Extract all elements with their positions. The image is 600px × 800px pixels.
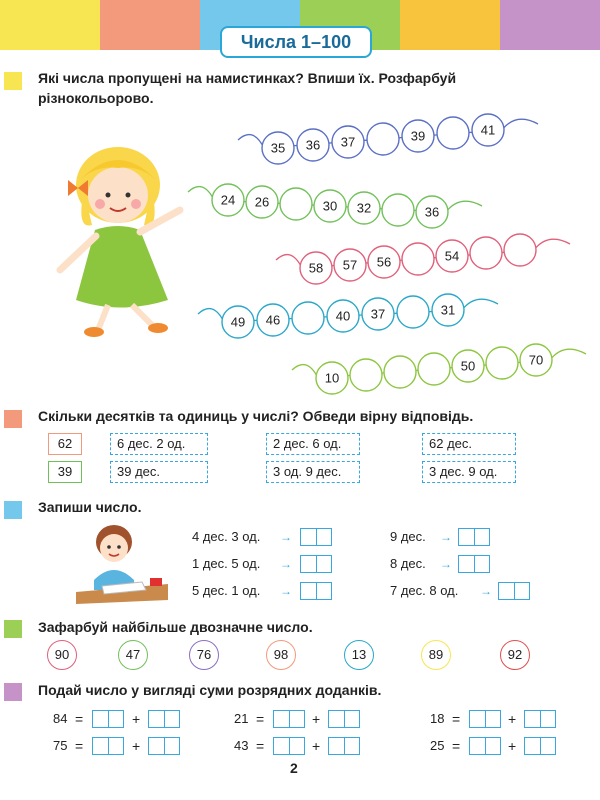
bead-number: 41 xyxy=(480,122,496,138)
plus-sign: + xyxy=(312,711,321,727)
answer-cells[interactable] xyxy=(458,555,490,573)
bead-number: 39 xyxy=(410,128,426,144)
answer-option[interactable]: 3 од. 9 дес. xyxy=(266,461,360,483)
expression: 1 дес. 5 од. xyxy=(192,556,261,571)
bead-number: 37 xyxy=(340,134,356,150)
number-circle[interactable]: 76 xyxy=(189,640,219,670)
bead[interactable] xyxy=(486,347,518,379)
answer-cells[interactable] xyxy=(92,710,124,728)
bead[interactable] xyxy=(367,123,399,155)
bead-number: 36 xyxy=(424,204,440,220)
number-circle[interactable]: 92 xyxy=(500,640,530,670)
page-number: 2 xyxy=(290,760,298,776)
arrow-icon: → xyxy=(280,557,292,571)
sum-number: 43 xyxy=(234,738,249,753)
equals-sign: = xyxy=(452,738,461,754)
bead-number: 30 xyxy=(322,198,338,214)
number-circle[interactable]: 89 xyxy=(421,640,451,670)
plus-sign: + xyxy=(312,738,321,754)
bead-number: 36 xyxy=(305,137,321,153)
plus-sign: + xyxy=(132,711,141,727)
bead-number: 54 xyxy=(444,248,460,264)
answer-option[interactable]: 6 дес. 2 од. xyxy=(110,433,208,455)
answer-option[interactable]: 2 дес. 6 од. xyxy=(266,433,360,455)
bead-number: 32 xyxy=(356,200,372,216)
task-marker-2 xyxy=(4,410,22,428)
bead-number: 37 xyxy=(370,306,386,322)
equals-sign: = xyxy=(75,711,84,727)
bead[interactable] xyxy=(402,243,434,275)
arrow-icon: → xyxy=(280,584,292,598)
bead-number: 56 xyxy=(376,254,392,270)
bead-number: 10 xyxy=(324,370,340,386)
sum-number: 84 xyxy=(53,711,68,726)
bead[interactable] xyxy=(384,356,416,388)
arrow-icon: → xyxy=(440,557,452,571)
plus-sign: + xyxy=(508,711,517,727)
number-circle[interactable]: 90 xyxy=(47,640,77,670)
bead[interactable] xyxy=(292,302,324,334)
answer-cells[interactable] xyxy=(469,710,501,728)
answer-cells[interactable] xyxy=(300,528,332,546)
answer-cells[interactable] xyxy=(458,528,490,546)
answer-cells[interactable] xyxy=(328,710,360,728)
bead-number: 70 xyxy=(528,352,544,368)
answer-cells[interactable] xyxy=(148,710,180,728)
arrow-icon: → xyxy=(480,584,492,598)
bead-number: 49 xyxy=(230,314,246,330)
task-marker-5 xyxy=(4,683,22,701)
number-box-62: 62 xyxy=(48,433,82,455)
answer-cells[interactable] xyxy=(524,710,556,728)
answer-option[interactable]: 3 дес. 9 од. xyxy=(422,461,516,483)
answer-cells[interactable] xyxy=(300,555,332,573)
answer-cells[interactable] xyxy=(273,710,305,728)
answer-option[interactable]: 39 дес. xyxy=(110,461,208,483)
answer-cells[interactable] xyxy=(92,737,124,755)
bead-number: 24 xyxy=(220,192,236,208)
expression: 7 дес. 8 од. xyxy=(390,583,459,598)
task-marker-4 xyxy=(4,620,22,638)
answer-cells[interactable] xyxy=(498,582,530,600)
bead-number: 35 xyxy=(270,140,286,156)
task-marker-3 xyxy=(4,501,22,519)
expression: 8 дес. xyxy=(390,556,426,571)
equals-sign: = xyxy=(256,738,265,754)
bead[interactable] xyxy=(437,117,469,149)
arrow-icon: → xyxy=(440,530,452,544)
bead[interactable] xyxy=(504,234,536,266)
bead-number: 50 xyxy=(460,358,476,374)
bead[interactable] xyxy=(382,194,414,226)
number-box-39: 39 xyxy=(48,461,82,483)
bead[interactable] xyxy=(418,353,450,385)
task-2-text: Скільки десятків та одиниць у числі? Обведи вірну відповідь. xyxy=(38,408,474,424)
answer-cells[interactable] xyxy=(524,737,556,755)
sum-number: 75 xyxy=(53,738,68,753)
equals-sign: = xyxy=(452,711,461,727)
sum-number: 18 xyxy=(430,711,445,726)
expression: 9 дес. xyxy=(390,529,426,544)
bead[interactable] xyxy=(350,359,382,391)
bead-number: 57 xyxy=(342,257,358,273)
bead[interactable] xyxy=(280,188,312,220)
bead-number: 26 xyxy=(254,194,270,210)
number-circle[interactable]: 13 xyxy=(344,640,374,670)
answer-cells[interactable] xyxy=(273,737,305,755)
bead[interactable] xyxy=(470,237,502,269)
plus-sign: + xyxy=(132,738,141,754)
bead-number: 58 xyxy=(308,260,324,276)
task-5-text: Подай число у вигляді суми розрядних доданків. xyxy=(38,682,382,698)
sum-number: 25 xyxy=(430,738,445,753)
bead-number: 46 xyxy=(265,312,281,328)
equals-sign: = xyxy=(256,711,265,727)
bead[interactable] xyxy=(397,296,429,328)
expression: 4 дес. 3 од. xyxy=(192,529,261,544)
boy-illustration xyxy=(72,520,172,605)
answer-option[interactable]: 62 дес. xyxy=(422,433,516,455)
bead-number: 40 xyxy=(335,308,351,324)
bead-number: 31 xyxy=(440,302,456,318)
answer-cells[interactable] xyxy=(300,582,332,600)
equals-sign: = xyxy=(75,738,84,754)
task-4-text: Зафарбуй найбільше двозначне число. xyxy=(38,619,313,635)
arrow-icon: → xyxy=(280,530,292,544)
task-3-text: Запиши число. xyxy=(38,499,142,515)
sum-number: 21 xyxy=(234,711,249,726)
plus-sign: + xyxy=(508,738,517,754)
task-1-text: Які числа пропущені на намистинках? Впиши їх. Розфарбуй різнокольорово. xyxy=(38,70,457,106)
answer-cells[interactable] xyxy=(328,737,360,755)
answer-cells[interactable] xyxy=(148,737,180,755)
page-title: Числа 1–100 xyxy=(220,26,372,58)
expression: 5 дес. 1 од. xyxy=(192,583,261,598)
number-circle[interactable]: 47 xyxy=(118,640,148,670)
answer-cells[interactable] xyxy=(469,737,501,755)
number-circle[interactable]: 98 xyxy=(266,640,296,670)
